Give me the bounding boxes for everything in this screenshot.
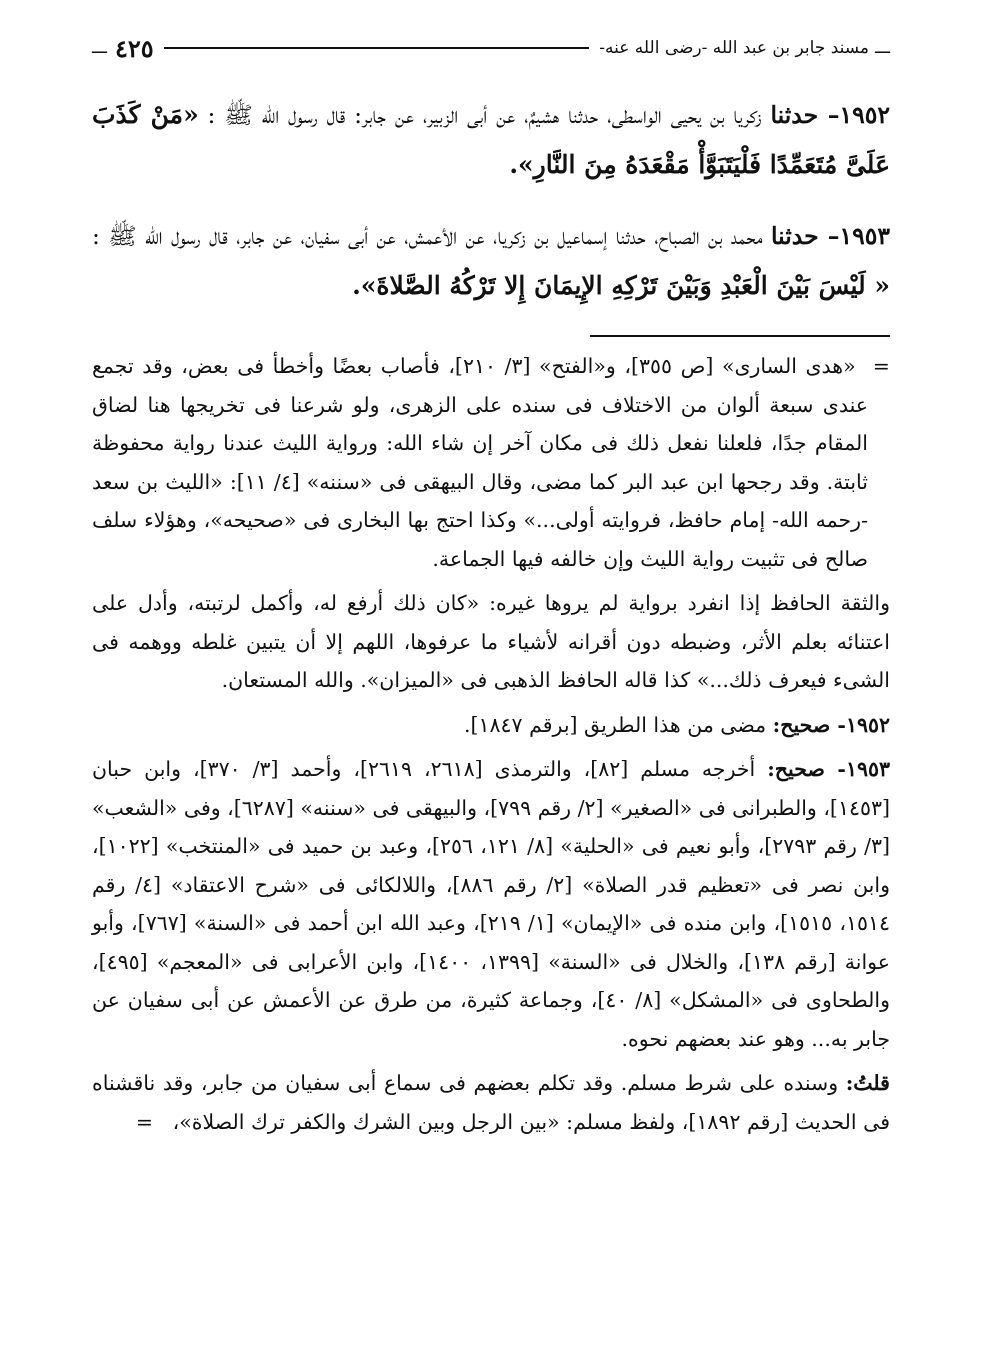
footnote-continued [92, 347, 890, 578]
footnote-1953 [92, 750, 890, 1058]
hadith-isnad: زكريا بن يحيى الواسطى، حدثنا هشيمٌ، عن أبى الزبير، عن جابر: قال رسول الله ﷺ : [198, 101, 771, 129]
running-head: مسند جابر بن عبد الله -رضى الله عنه- [599, 38, 870, 58]
continuation-marker: = [135, 1109, 154, 1134]
header-dash: ـــ [875, 38, 890, 58]
footnote-qultu [92, 1064, 890, 1141]
page-number: ٤٢٥ [114, 33, 154, 63]
footnote-text: أخرجه مسلم [٨٢]، والترمذى [٢٦١٨، ٢٦١٩]، وأحمد [٣/ ٣٧٠]، وابن حبان [١٤٥٣]، والطبرانى فى «الصغير» [٢/ رقم ٧٩٩]، والبيهقى فى «سننه» [٦٢٨٧]، وفى «الشعب» [٣/ رقم ٢٧٩٣]، وأبو نعيم فى «الحلية» [٨/ ١٢١، ٢٥٦]، وعبد بن حميد فى «المنتخب» [١٠٢٢]، وابن نصر فى «تعظيم قدر الصلاة» [٢/ رقم ٨٨٦]، واللالكائى فى «شرح الاعتقاد» [٤/ رقم ١٥١٤، ١٥١٥]، وابن منده فى «الإيمان» [١/ ٢١٩]، وعبد الله ابن أحمد فى «السنة» [٧٦٧]، وأبو عوانة [رقم ١٣٨]، والخلال فى «السنة» [١٣٩٩، ١٤٠٠]، وابن الأعرابى فى «المعجم» [٤٩٥]، والطحاوى فى «المشكل» [٨/ ٤٠]، وجماعة كثيرة، من طرق عن الأعمش عن أبى سفيان عن جابر به... وهو عند بعضهم نحوه. [92, 757, 890, 1051]
hadith-1952 [92, 90, 890, 190]
hadith-number: ١٩٥٣ [839, 222, 890, 250]
footnote-text: مضى من هذا الطريق [برقم ١٨٤٧]. [463, 712, 773, 737]
footnote-text: والثقة الحافظ إذا انفرد برواية لم يروها غيره: «كان ذلك أرفع له، وأكمل لرتبته، وأدل على اعتنائه بعلم الأثر، وضبطه دون أقرانه لأشياء ما عرفوها، اللهم إلا أن يتبين غلطه ووهمه فى الشىء فيعرف ذلك...» كذا قاله الحافظ الذهبى فى «الميزان». والله المستعان. [92, 591, 890, 692]
footnote-label: ١٩٥٢- صحيح: [772, 712, 890, 737]
footnote-separator [590, 335, 890, 337]
footnote-label: ١٩٥٣- صحيح: [767, 757, 890, 781]
footnote-text: «هدى السارى» [ص ٣٥٥]، و«الفتح» [٣/ ٢١٠]، فأصاب بعضًا وأخطأ فى بعض، وقد تجمع عندى سبعة ألوان من الاختلاف فى سنده على الزهرى، ولو شرعنا فى تخريجها هنا لضاق المقام جدًا، فلعلنا نفعل ذلك فى مكان آخر إن شاء الله: ورواية الليث عندنا رواية محفوظة ثابتة. وقد رجحها ابن عبد البر كما مضى، وقال البيهقى فى «سننه» [٤/ ١١]: «الليث بن سعد -رحمه الله- إمام حافظ، فروايته أولى...» وكذا احتج بها البخارى فى «صحيحه»، وهؤلاء سلف صالح فى تثبيت رواية الليث وإن خالفه فيها الجماعة. [92, 354, 868, 571]
hadith-number: ١٩٥٢ [839, 101, 890, 129]
page-header [92, 28, 890, 68]
footnote-text: وسنده على شرط مسلم. وقد تكلم بعضهم فى سماع أبى سفيان من جابر، وقد ناقشناه فى الحديث [رقم ١٨٩٢]، ولفظ مسلم: «بين الرجل وبين الشرك والكفر ترك الصلاة»، [92, 1071, 890, 1134]
footnote-paragraph [92, 584, 890, 700]
hadith-matn: «مَنْ كَذَبَ عَلَىَّ مُتَعَمِّدًا فَلْيَتَبَوَّأْ مَقْعَدَهُ مِنَ النَّارِ». [92, 100, 890, 179]
hadith-1953 [92, 212, 890, 311]
page-number-dash: ـــ [92, 38, 107, 58]
hadith-lead: – حدثنا [770, 101, 840, 129]
footnote-label: قلتُ: [845, 1071, 890, 1095]
header-rule [164, 47, 590, 49]
hadith-matn: « لَيْسَ بَيْنَ الْعَبْدِ وَبَيْنَ تَرْكِهِ الإِيمَانَ إِلا تَرْكُهُ الصَّلاةَ». [352, 271, 890, 300]
document-page [92, 28, 890, 1141]
footnote-1952 [92, 706, 890, 745]
continuation-marker: = [872, 354, 890, 378]
hadith-isnad: محمد بن الصباح، حدثنا إسماعيل بن زكريا، عن الأعمش، عن أبى سفيان، عن جابر، قال رسول الله ﷺ : [92, 222, 771, 250]
hadith-lead: – حدثنا [771, 222, 840, 250]
